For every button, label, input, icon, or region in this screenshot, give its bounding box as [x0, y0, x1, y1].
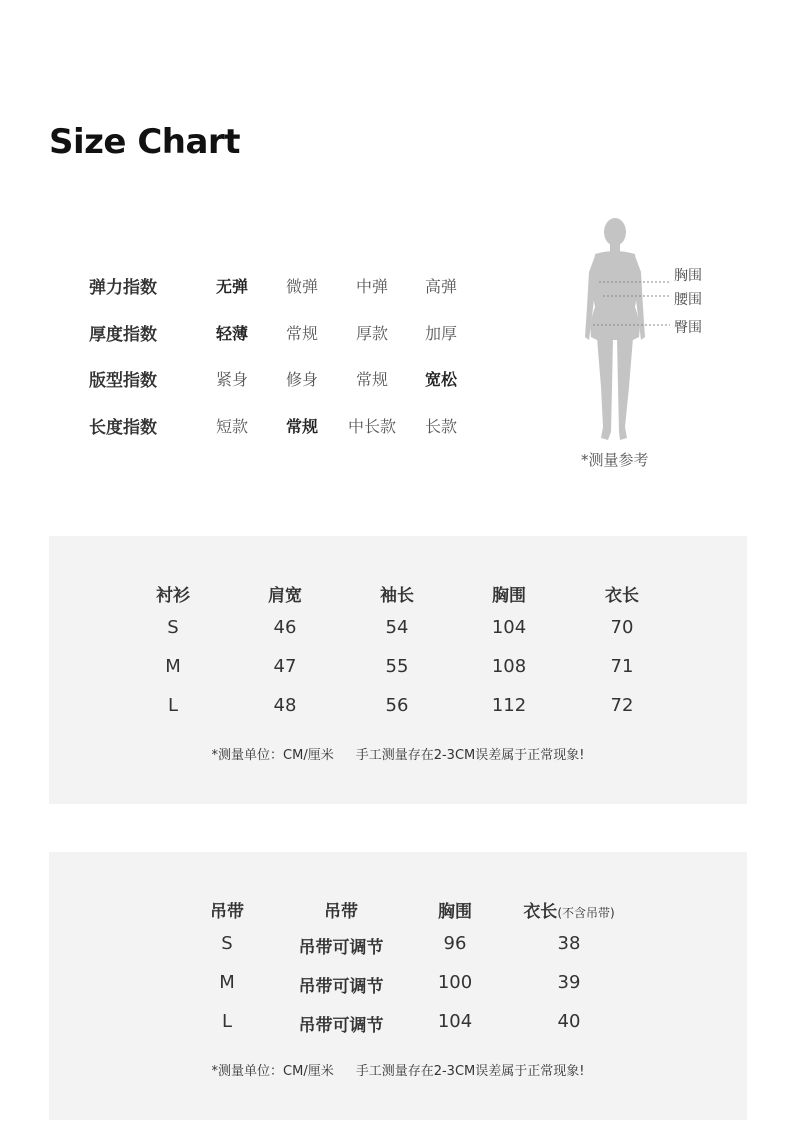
measurement-note	[49, 744, 747, 763]
index-option: 中弹	[355, 277, 388, 296]
unit-note: *测量单位：CM/厘米	[211, 1064, 334, 1079]
index-option: 无弹	[215, 277, 248, 296]
table-cell: 72	[610, 695, 634, 716]
table-cell: 38	[557, 933, 581, 954]
index-option: 轻薄	[215, 324, 248, 343]
measure-reference-note: *测量参考	[581, 451, 649, 469]
waist-label: 腰围	[674, 292, 702, 308]
index-label: 版型指数	[89, 371, 157, 391]
size-table-shirt	[49, 536, 747, 804]
table-header: 胸围	[492, 586, 526, 606]
table-cell: 48	[273, 695, 297, 716]
table-header-suffix: (不含吊带)	[557, 906, 615, 920]
table-cell: 100	[437, 972, 473, 993]
table-cell: 39	[557, 972, 581, 993]
table-cell: L	[167, 695, 179, 716]
table-cell: 112	[491, 695, 527, 716]
error-note: 手工测量存在2-3CM误差属于正常现象!	[355, 1064, 585, 1079]
size-table-camisole	[49, 852, 747, 1120]
index-label: 弹力指数	[89, 278, 157, 298]
table-cell: 54	[385, 617, 409, 638]
index-row-length	[89, 413, 509, 443]
index-option: 中长款	[347, 417, 396, 436]
table-cell: M	[165, 656, 181, 677]
index-option: 紧身	[215, 370, 248, 389]
index-option: 微弹	[285, 277, 318, 296]
chest-label: 胸围	[674, 268, 702, 284]
table-cell: 55	[385, 656, 409, 677]
table-cell: 108	[491, 656, 527, 677]
index-option: 宽松	[424, 370, 457, 389]
table-header: 袖长	[380, 586, 414, 606]
table-cell: 104	[437, 1011, 473, 1032]
table-header: 胸围	[438, 902, 472, 922]
index-row-elasticity	[89, 273, 509, 303]
index-option: 加厚	[424, 324, 457, 343]
index-label: 厚度指数	[89, 325, 157, 345]
index-option: 常规	[285, 417, 318, 436]
table-header: 肩宽	[268, 586, 302, 606]
index-option: 短款	[215, 417, 248, 436]
index-option: 高弹	[424, 277, 457, 296]
error-note: 手工测量存在2-3CM误差属于正常现象!	[355, 748, 585, 763]
unit-note: *测量单位：CM/厘米	[211, 748, 334, 763]
index-row-thickness	[89, 320, 509, 350]
table-cell: 71	[610, 656, 634, 677]
table-cell: 吊带可调节	[298, 1016, 384, 1036]
index-row-fit	[89, 366, 509, 396]
table-header-text: 衣长	[523, 902, 558, 922]
index-option: 常规	[285, 324, 318, 343]
page-title: Size Chart	[49, 122, 240, 162]
table-header: 衬衫	[156, 586, 190, 606]
index-option: 常规	[355, 370, 388, 389]
hip-label: 臀围	[674, 320, 702, 336]
measurement-note	[49, 1060, 747, 1079]
table-cell: M	[219, 972, 235, 993]
table-cell: S	[167, 617, 179, 638]
index-option: 厚款	[355, 324, 388, 343]
table-cell: 46	[273, 617, 297, 638]
table-cell: 56	[385, 695, 409, 716]
table-cell: 吊带可调节	[298, 977, 384, 997]
table-header: 衣长	[605, 586, 639, 606]
index-option: 长款	[424, 417, 457, 436]
table-cell: 104	[491, 617, 527, 638]
table-cell: 47	[273, 656, 297, 677]
table-header: 吊带	[324, 902, 358, 922]
table-header	[523, 897, 614, 922]
table-cell: L	[221, 1011, 233, 1032]
index-label: 长度指数	[89, 418, 157, 438]
table-cell: 70	[610, 617, 634, 638]
index-option: 修身	[285, 370, 318, 389]
table-cell: 吊带可调节	[298, 938, 384, 958]
table-cell: 40	[557, 1011, 581, 1032]
table-cell: 96	[443, 933, 467, 954]
table-header: 吊带	[210, 902, 244, 922]
table-cell: S	[221, 933, 233, 954]
